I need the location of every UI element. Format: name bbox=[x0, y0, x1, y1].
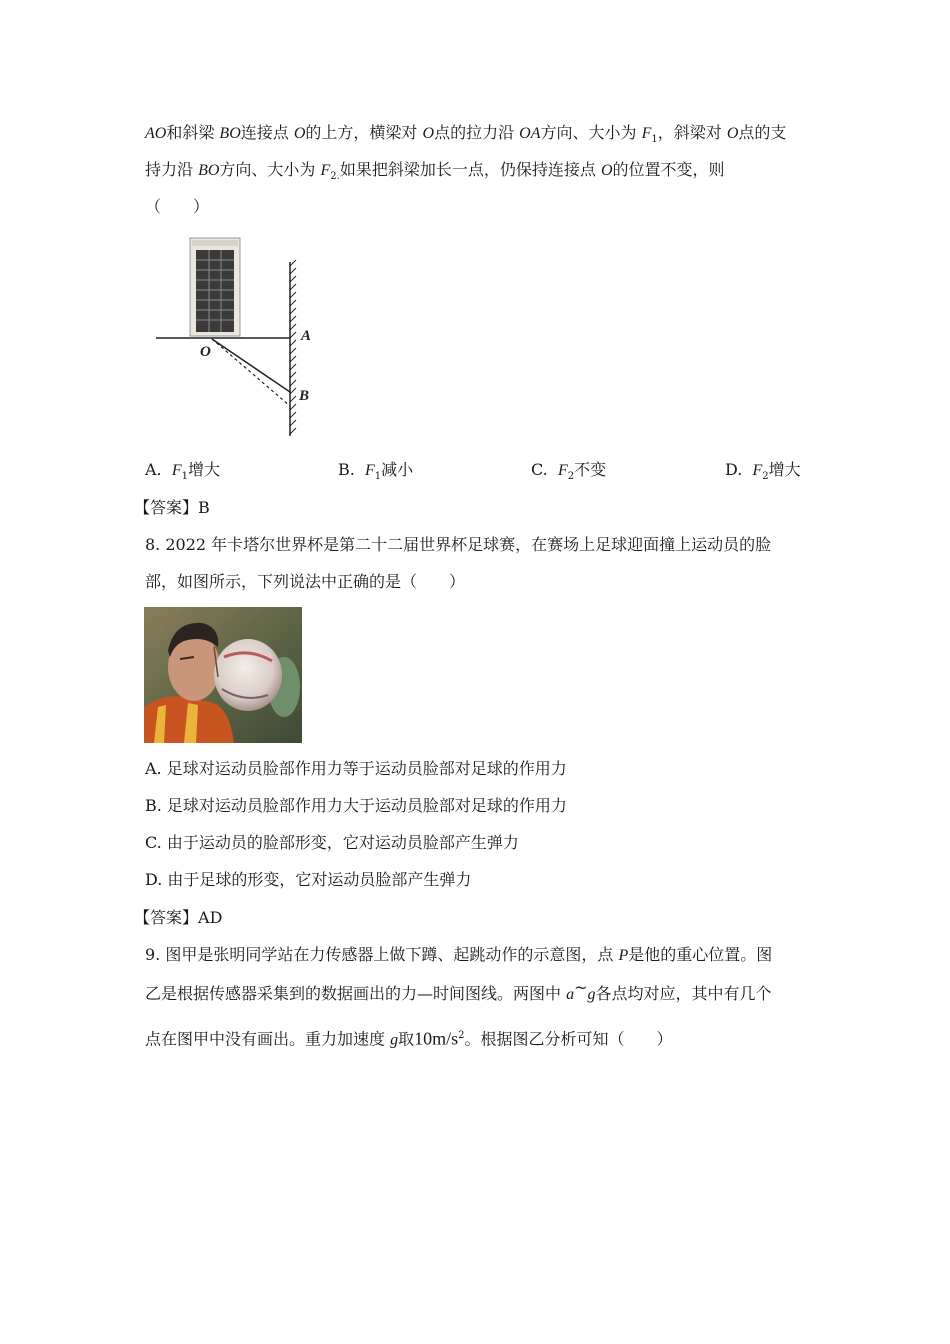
var: g bbox=[390, 1031, 399, 1049]
var: g bbox=[587, 986, 596, 1003]
q7-line-2 bbox=[145, 159, 725, 188]
q7-option-a bbox=[145, 459, 220, 488]
option-text: 增大 bbox=[768, 460, 801, 479]
text: 各点均对应，其中有几个 bbox=[595, 984, 772, 1003]
var: F bbox=[641, 125, 652, 142]
var: AO bbox=[145, 125, 167, 142]
var: F bbox=[557, 462, 568, 479]
q9-line-2 bbox=[145, 978, 772, 1006]
text: ，斜梁对 bbox=[657, 123, 727, 142]
answer-label: 【答案】 bbox=[134, 908, 199, 927]
label-a: A bbox=[301, 328, 312, 344]
q8-option-b: B. 足球对运动员脸部作用力大于运动员脸部对足球的作用力 bbox=[145, 796, 567, 815]
text: 的上方，横梁对 bbox=[305, 123, 423, 142]
label-b: B bbox=[299, 388, 310, 404]
text: 的位置不变，则 bbox=[612, 160, 725, 179]
text: 乙是根据传感器采集到的数据画出的力—时间图线。两图中 bbox=[145, 984, 567, 1003]
var: OA bbox=[519, 125, 541, 142]
answer-label: 【答案】 bbox=[134, 498, 199, 517]
text: 方向、大小为 bbox=[219, 160, 321, 179]
text: 9. 图甲是张明同学站在力传感器上做下蹲、起跳动作的示意图，点 bbox=[145, 945, 619, 964]
var: F bbox=[752, 462, 763, 479]
q9-line-1 bbox=[145, 944, 772, 967]
var: F bbox=[320, 162, 331, 179]
bracket-figure bbox=[150, 232, 330, 444]
var: a bbox=[566, 986, 575, 1003]
q7-option-b bbox=[338, 459, 413, 488]
option-text: 减小 bbox=[381, 460, 414, 479]
var: O bbox=[293, 125, 306, 142]
text: 持力沿 bbox=[145, 160, 199, 179]
subscript: 2. bbox=[330, 171, 340, 183]
answer-value: AD bbox=[198, 908, 223, 927]
var: O bbox=[726, 125, 739, 142]
text: 点的支 bbox=[738, 123, 787, 142]
subscript: 1 bbox=[651, 134, 658, 146]
var: O bbox=[600, 162, 613, 179]
q7-option-d bbox=[725, 459, 801, 488]
text: 点在图甲中没有画出。重力加速度 bbox=[145, 1029, 391, 1049]
q8-option-a: A. 足球对运动员脸部作用力等于运动员脸部对足球的作用力 bbox=[145, 759, 567, 778]
q8-answer bbox=[134, 907, 222, 929]
subscript: 1 bbox=[374, 471, 382, 483]
option-prefix: D. bbox=[725, 460, 743, 479]
beam-bo-lengthened bbox=[212, 339, 290, 406]
air-conditioner-image bbox=[190, 238, 240, 336]
var: F bbox=[365, 462, 375, 479]
q8-option-c: C. 由于运动员的脸部形变，它对运动员脸部产生弹力 bbox=[145, 833, 519, 852]
text: 连接点 bbox=[240, 123, 294, 142]
option-prefix: C. bbox=[531, 460, 548, 479]
q9-line-3 bbox=[145, 1025, 673, 1051]
q7-line-3: （ ） bbox=[145, 197, 210, 216]
text: 方向、大小为 bbox=[540, 123, 642, 142]
text: 取 bbox=[398, 1029, 415, 1049]
label-o: O bbox=[200, 344, 211, 360]
option-prefix: A. bbox=[145, 460, 162, 479]
unit: 10m/s bbox=[414, 1028, 459, 1049]
beam-bo bbox=[212, 339, 290, 392]
subscript: 1 bbox=[181, 471, 188, 483]
var: BO bbox=[219, 125, 241, 142]
text: 是他的重心位置。图 bbox=[628, 945, 773, 964]
tilde: ~ bbox=[574, 978, 588, 997]
text: 。根据图乙分析可知（ ） bbox=[464, 1029, 673, 1049]
q7-answer bbox=[134, 497, 210, 519]
answer-value: B bbox=[198, 498, 210, 517]
q8-line-2: 部，如图所示，下列说法中正确的是（ ） bbox=[145, 572, 466, 591]
text: 和斜梁 bbox=[166, 123, 220, 142]
q8-line-1: 8. 2022 年卡塔尔世界杯是第二十二届世界杯足球赛，在赛场上足球迎面撞上运动员的脸 bbox=[145, 535, 772, 554]
q7-option-c bbox=[531, 459, 606, 488]
option-prefix: B. bbox=[338, 460, 355, 479]
var: O bbox=[422, 125, 435, 142]
var: P bbox=[618, 947, 629, 964]
q8-option-d: D. 由于足球的形变，它对运动员脸部产生弹力 bbox=[145, 870, 472, 889]
subscript: 2 bbox=[762, 471, 769, 483]
football-photo bbox=[144, 607, 302, 743]
q7-line-1 bbox=[145, 122, 786, 151]
var: BO bbox=[198, 162, 220, 179]
option-text: 增大 bbox=[187, 460, 220, 479]
wall-hatching bbox=[290, 260, 296, 434]
text: 点的拉力沿 bbox=[434, 123, 520, 142]
subscript: 2 bbox=[567, 471, 575, 483]
option-text: 不变 bbox=[574, 460, 607, 479]
var: F bbox=[171, 462, 182, 479]
superscript: 2 bbox=[458, 1030, 465, 1041]
text: 如果把斜梁加长一点，仍保持连接点 bbox=[339, 160, 601, 179]
